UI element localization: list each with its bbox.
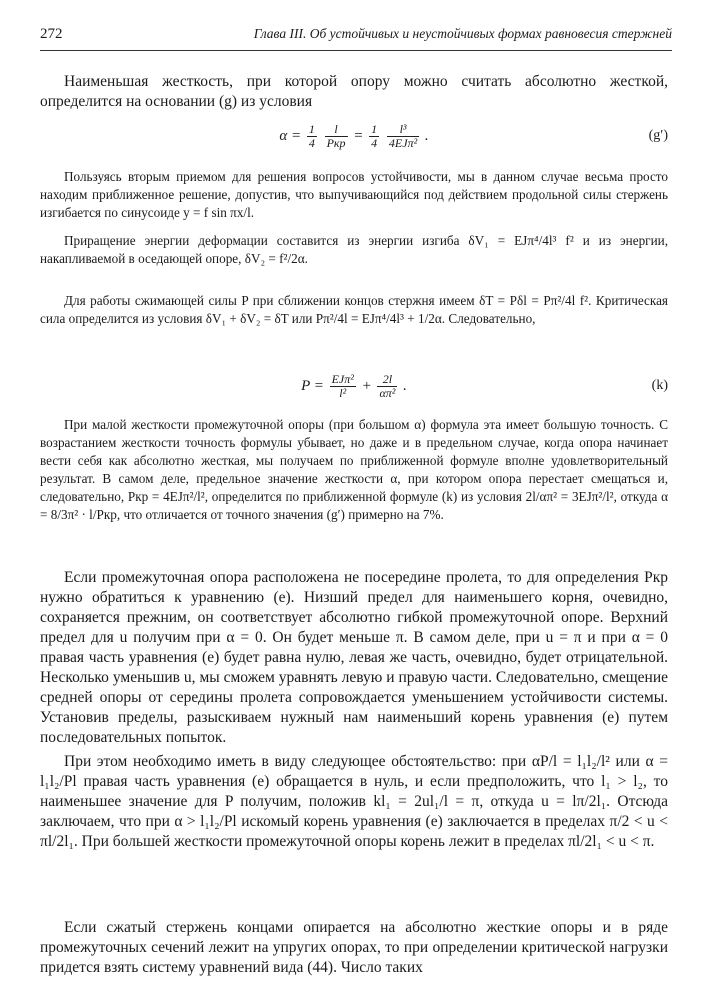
equation-tag: (k) bbox=[651, 378, 668, 393]
equation-tag: (g′) bbox=[648, 128, 668, 143]
paragraph-elastic-supports: Если сжатый стержень концами опирается на абсолютно жесткие опоры и в ряде промежуточных сечений лежит на упругих опорах, то при определении критической нагрузки придется взять систему уравнений вида (44). Число таких bbox=[40, 919, 668, 976]
eq-end: . bbox=[424, 128, 429, 144]
eq-lhs: α = bbox=[279, 128, 302, 144]
paragraph-small-stiffness: При малой жесткости промежуточной опоры (при большом α) формула эта имеет большую точность. С возрастанием жесткости точность формулы убывает, но даже и в предельном случае, когда опора начинает вести себя как абсолютно жесткая, мы получаем по приближенной формуле вполне удовлетворительный результат. В самом деле, предельное значение жесткости α, при котором опора перестает смещаться и, следовательно, Pкр = 4EJπ²/l², определится по приближенной формуле (k) из условия 2l/απ² = 3EJπ²/l², откуда α = 8/3π² · l/Pкр, что отличается от точного значения (g′) примерно на 7%. bbox=[40, 417, 668, 522]
paragraph-energy-increment: Приращение энергии деформации составится из энергии изгиба δV₁ = EJπ⁴/4l³ f² и из энергии, накапливаемой в оседающей опоре, δV₂ = f²/2α. bbox=[40, 233, 668, 266]
eq-sign: = bbox=[353, 128, 364, 144]
header-rule bbox=[40, 50, 672, 51]
equation-g-prime bbox=[40, 118, 668, 154]
running-head: Глава III. Об устойчивых и неустойчивых формах равновесия стержней bbox=[253, 26, 672, 41]
fraction: $\frac{1}{4}$ bbox=[371, 122, 378, 151]
fraction: $\frac{\text{l³}}{\text{4EJπ²}}$ bbox=[388, 122, 418, 151]
page-number: 272 bbox=[40, 26, 63, 42]
fraction: $\frac{1}{4}$ bbox=[308, 122, 315, 151]
fraction: $\frac{\text{EJπ²}}{\text{l²}}$ bbox=[331, 372, 354, 401]
paragraph-min-stiffness: Наименьшая жесткость, при которой опору можно считать абсолютно жесткой, определится на основании (g) из условия bbox=[40, 73, 668, 110]
paragraph-support-not-middle: Если промежуточная опора расположена не посередине пролета, то для определения Pкр нужно обратиться к уравнению (e). Низший предел для наименьшего корня, очевидно, сохраняется прежним, он соответствует абсолютно гибкой промежуточной опоре. Верхний предел для u получим при α = 0. Он будет меньше π. В самом деле, при u = π и при α = 0 правая часть уравнения (e) будет равна нулю, левая же часть, очевидно, будет отрицательной. Несколько уменьшив u, мы сможем уравнять левую и правую части. Следовательно, смещение средней опоры от середины пролета сопровождается уменьшением устойчивости системы. Установив пределы, разыскиваем нужный нам наименьший корень уравнения (e) путем последовательных попыток. bbox=[40, 569, 668, 746]
eq-end: . bbox=[403, 378, 407, 394]
paragraph-second-method: Пользуясь вторым приемом для решения вопросов устойчивости, мы в данном случае весьма просто находим приближенное решение, допустив, что выпучивающийся под действием продольной силы стержень изгибается по синусоиде y = f sin πx/l. bbox=[40, 169, 668, 220]
eq-lhs: P = bbox=[301, 378, 324, 394]
fraction: $\frac{l}{\text{Pкр}}$ bbox=[326, 122, 346, 151]
equation-k bbox=[40, 368, 668, 404]
paragraph-circumstance: При этом необходимо иметь в виду следующее обстоятельство: при αP/l = l₁l₂/l² или α = l₁l₂/Pl правая часть уравнения (e) обращается в нуль, и если предположить, что l₁ > l₂, то наименьшее значение для P получим, положив kl₁ = 2ul₁/l = π, откуда u = lπ/2l₁. Отсюда заключаем, что при α > l₁l₂/Pl искомый корень уравнения (e) заключается в пределах π/2 < u < πl/2l₁. При большей жесткости промежуточной опоры корень лежит в пределах πl/2l₁ < u < π. bbox=[40, 753, 668, 850]
page-header bbox=[40, 26, 672, 48]
paragraph-work-compression: Для работы сжимающей силы P при сближении концов стержня имеем δT = Pδl = Pπ²/4l f². Критическая сила определится из условия δV₁ + δV₂ = δT или Pπ²/4l = EJπ⁴/4l³ + 1/2α. Следовательно, bbox=[40, 293, 668, 326]
fraction: $\frac{2l}{\text{απ²}}$ bbox=[379, 372, 396, 401]
eq-sign: + bbox=[361, 378, 372, 394]
